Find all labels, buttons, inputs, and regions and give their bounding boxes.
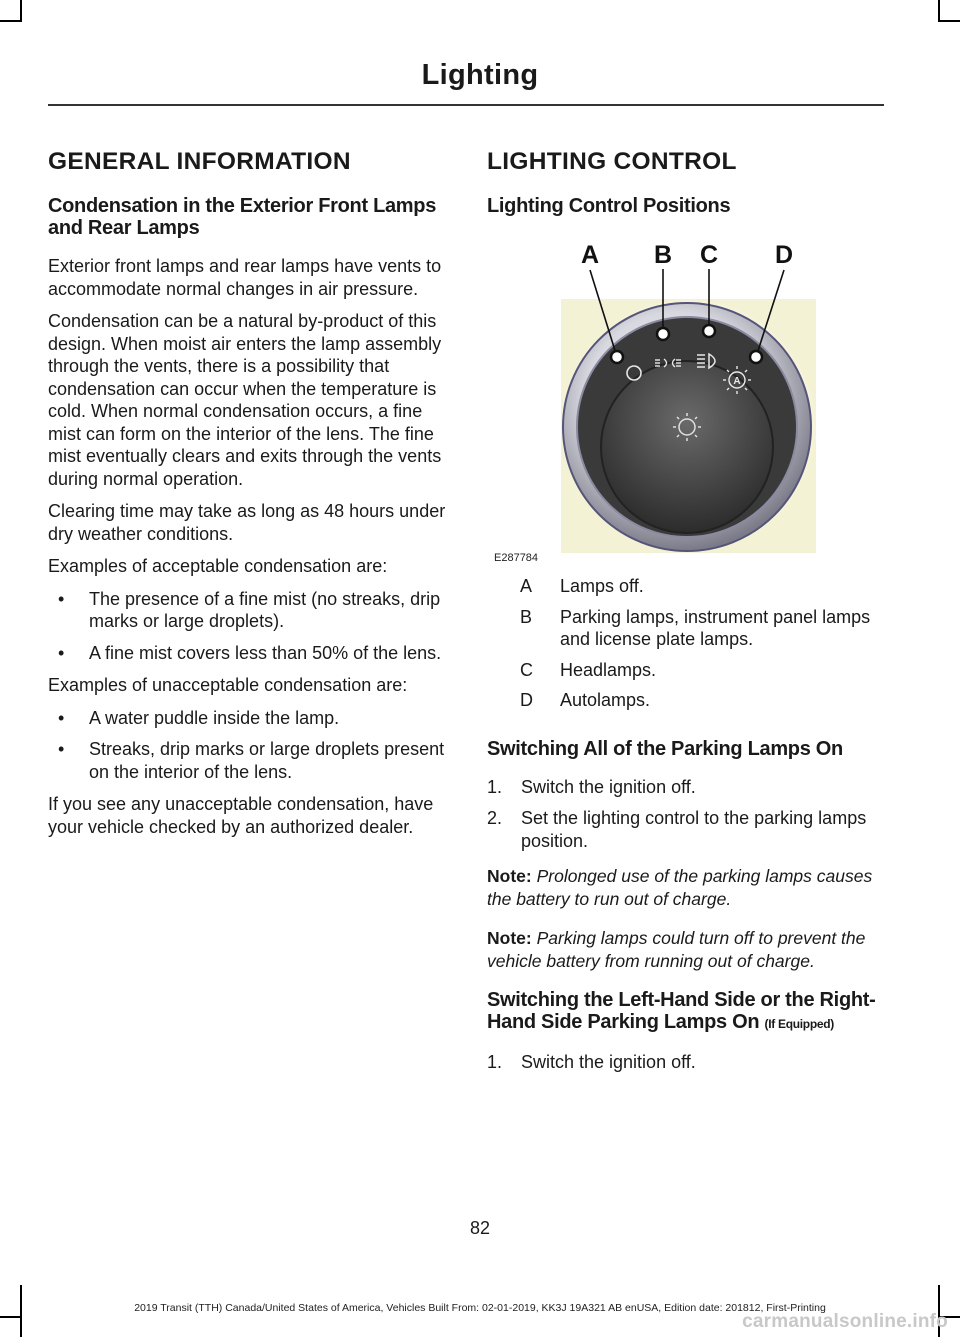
unacceptable-condensation-list xyxy=(48,707,450,784)
crop-mark-top-right-v xyxy=(938,0,940,22)
side-parking-steps-list xyxy=(487,1051,882,1074)
note: Note: Parking lamps could turn off to prevent the vehicle battery from running out of charge. xyxy=(487,928,866,971)
paragraph: Examples of acceptable condensation are: xyxy=(48,556,388,576)
callout-dot-b xyxy=(657,328,669,340)
footer-text: 2019 Transit (TTH) Canada/United States of America, Vehicles Built From: 02-01-2019, KK3J 19A321 AB enUSA, Edition date: 201812, First-Printing xyxy=(134,1302,826,1314)
page-header-title: Lighting xyxy=(421,59,539,91)
list-item: • The presence of a fine mist (no streaks, drip marks or large droplets). xyxy=(58,588,441,631)
watermark: carmanualsonline.info xyxy=(742,1311,948,1332)
lighting-control-dial-illustration xyxy=(494,233,861,565)
paragraph: Clearing time may take as long as 48 hours under dry weather conditions. xyxy=(48,501,446,544)
list-item: 2. Set the lighting control to the parking lamps position. xyxy=(487,808,867,851)
paragraph: Condensation can be a natural by-product of this design. When moist air enters the lamp assembly through the vents, there is a possibility that condensation can occur when the temperature is cold. When normal condensation occurs, a fine mist can form on the interior of the lens. The fine mist eventually clears and exits through the vents during normal operation. xyxy=(48,311,442,489)
legend-row: D Autolamps. xyxy=(520,690,651,710)
list-item: • Streaks, drip marks or large droplets present on the interior of the lens. xyxy=(58,739,445,782)
callout-label-b: B xyxy=(653,241,673,269)
header-divider xyxy=(48,104,884,106)
callout-label-d: D xyxy=(774,241,794,269)
crop-mark-top-left-h xyxy=(0,20,22,22)
legend-row: A Lamps off. xyxy=(520,576,644,596)
list-item: 1. Switch the ignition off. xyxy=(487,776,696,797)
bullet-marker: • xyxy=(58,588,65,609)
bullet-marker: • xyxy=(58,707,65,728)
note: Note: Prolonged use of the parking lamps causes the battery to run out of charge. xyxy=(487,866,873,909)
paragraph: If you see any unacceptable condensation, have your vehicle checked by an authorized dealer. xyxy=(48,794,434,837)
section-title-lighting-control: LIGHTING CONTROL xyxy=(487,148,737,175)
crop-mark-top-right-h xyxy=(938,20,960,22)
figure-legend xyxy=(487,575,882,712)
subheading-side-parking-lamps: Switching the Left-Hand Side or the Right-Hand Side Parking Lamps On (If Equipped) xyxy=(487,989,876,1033)
subheading-condensation: Condensation in the Exterior Front Lamps and Rear Lamps xyxy=(48,195,437,239)
bullet-marker: • xyxy=(58,642,65,663)
right-column xyxy=(487,146,882,1087)
crop-mark-top-left-v xyxy=(20,0,22,22)
legend-row: B Parking lamps, instrument panel lamps and license plate lamps. xyxy=(520,606,871,649)
callout-label-a: A xyxy=(580,241,600,269)
section-title-general-information: GENERAL INFORMATION xyxy=(48,148,351,175)
callout-dot-d xyxy=(750,351,762,363)
figure-code: E287784 xyxy=(494,552,539,564)
bullet-marker: • xyxy=(58,739,65,759)
parking-steps-list xyxy=(487,776,882,853)
lighting-control-figure xyxy=(494,233,861,565)
callout-dot-a xyxy=(611,351,623,363)
callout-label-c: C xyxy=(699,241,719,269)
paragraph: Examples of unacceptable condensation are: xyxy=(48,675,408,695)
autolamp-letter: A xyxy=(733,376,741,387)
acceptable-condensation-list xyxy=(48,588,450,665)
page-number: 82 xyxy=(469,1218,491,1238)
legend-row: C Headlamps. xyxy=(520,659,657,680)
left-column xyxy=(48,146,450,848)
callout-dot-c xyxy=(703,325,715,337)
subheading-parking-lamps: Switching All of the Parking Lamps On xyxy=(487,737,843,760)
dial-knob xyxy=(601,361,773,533)
list-item: • A water puddle inside the lamp. xyxy=(58,707,340,728)
list-item: 1. Switch the ignition off. xyxy=(487,1052,696,1072)
crop-mark-bottom-left-h xyxy=(0,1316,22,1318)
list-item: • A fine mist covers less than 50% of the lens. xyxy=(58,642,442,663)
subheading-lighting-control-positions: Lighting Control Positions xyxy=(487,195,731,217)
paragraph: Exterior front lamps and rear lamps have vents to accommodate normal changes in air pressure. xyxy=(48,256,442,299)
